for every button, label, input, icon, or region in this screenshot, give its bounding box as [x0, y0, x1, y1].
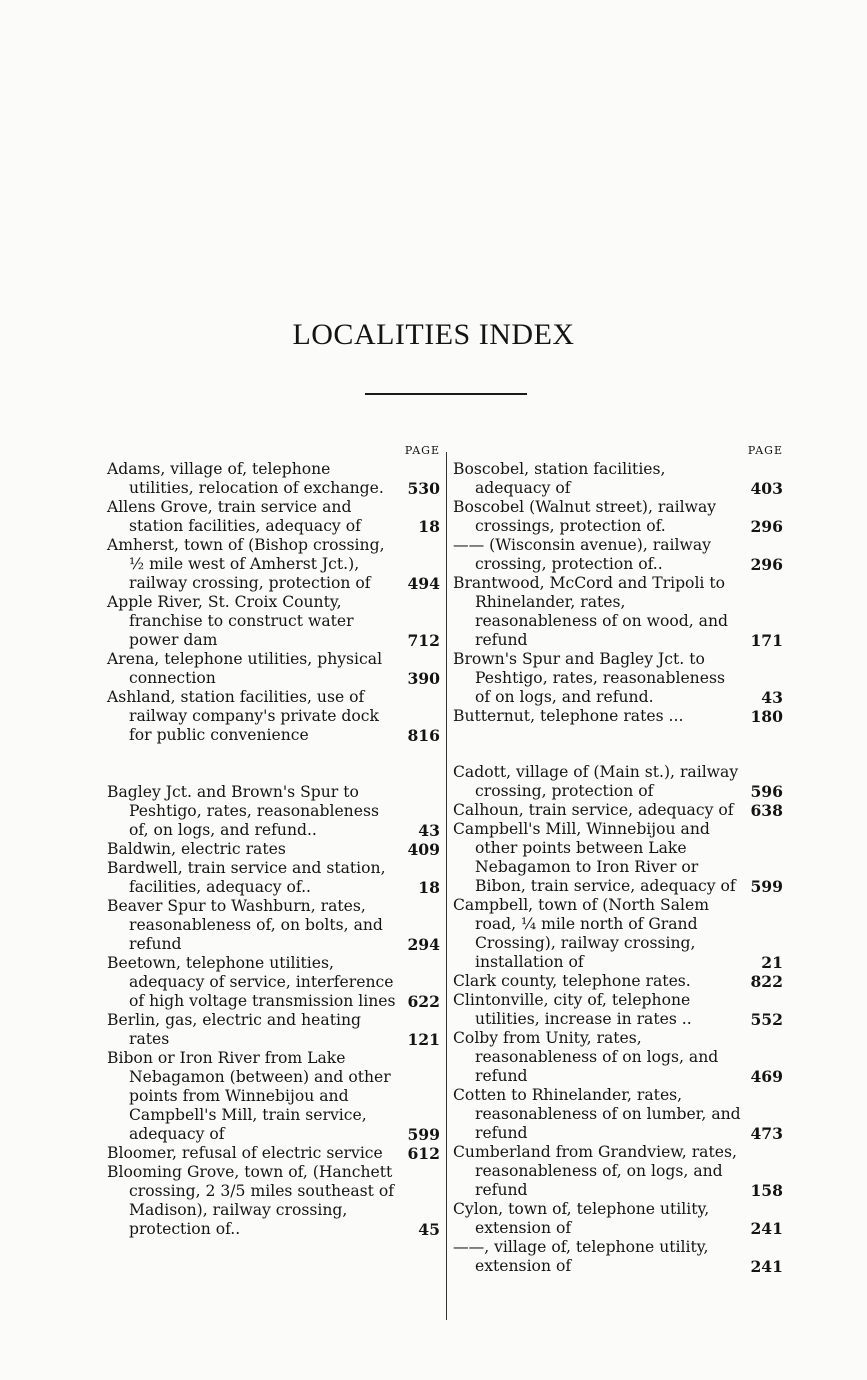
index-entry-text: Blooming Grove, town of, (Hanchett crossing, 2 3/5 miles southeast of Madison), railway crossing, protection of.. [107, 1163, 395, 1238]
index-entry-page: 43 [761, 688, 783, 707]
index-entry-text: Adams, village of, telephone utilities, relocation of exchange. [107, 460, 384, 497]
index-entry-page: 180 [750, 707, 783, 726]
index-entry-text: Cumberland from Grandview, rates, reasonableness of, on logs, and refund [453, 1143, 737, 1199]
index-entry-page: 18 [418, 517, 440, 536]
index-entry-text: Clintonville, city of, telephone utilities, increase in rates .. [453, 991, 692, 1028]
index-entry [107, 650, 440, 688]
index-entry-text: Berlin, gas, electric and heating rates [107, 1011, 361, 1048]
index-entry-text: Brown's Spur and Bagley Jct. to Peshtigo, rates, reasonableness of on logs, and refund. [453, 650, 725, 706]
index-entry [453, 1086, 783, 1143]
index-entry [107, 897, 440, 954]
index-entry-page: 552 [750, 1010, 783, 1029]
index-entry-page: 390 [407, 669, 440, 688]
index-entry-page: 599 [750, 877, 783, 896]
left-column [107, 442, 440, 1239]
index-entry-text: —— (Wisconsin avenue), railway crossing, protection of.. [453, 536, 711, 573]
index-entry [453, 972, 783, 991]
index-entry-text: Calhoun, train service, adequacy of [453, 801, 734, 819]
column-divider [446, 452, 447, 1320]
index-entry-text: Clark county, telephone rates. [453, 972, 691, 990]
index-entry-page: 294 [407, 935, 440, 954]
index-entry [453, 763, 783, 801]
index-entry [453, 536, 783, 574]
index-entry [453, 460, 783, 498]
index-entry-text: Bardwell, train service and station, facilities, adequacy of.. [107, 859, 386, 896]
index-entry-page: 599 [407, 1125, 440, 1144]
index-entry [107, 1163, 440, 1239]
index-entry [453, 1238, 783, 1276]
index-entry-text: Brantwood, McCord and Tripoli to Rhinelander, rates, reasonableness of on wood, and refund [453, 574, 728, 649]
index-entry-page: 45 [418, 1220, 440, 1239]
index-entry [453, 707, 783, 726]
left-section-b [107, 783, 440, 1239]
index-entry-page: 530 [407, 479, 440, 498]
left-section-a [107, 460, 440, 745]
index-entry-page: 816 [407, 726, 440, 745]
index-entry-text: Butternut, telephone rates ... [453, 707, 684, 725]
index-entry-page: 158 [750, 1181, 783, 1200]
index-entry [107, 954, 440, 1011]
index-entry-page: 121 [407, 1030, 440, 1049]
index-entry-text: Boscobel (Walnut street), railway crossings, protection of. [453, 498, 717, 535]
index-entry-page: 18 [418, 878, 440, 897]
index-entry-page: 494 [407, 574, 440, 593]
index-entry [107, 840, 440, 859]
index-entry-page: 403 [750, 479, 783, 498]
index-entry [453, 820, 783, 896]
index-entry-text: Cylon, town of, telephone utility, extension of [453, 1200, 710, 1237]
right-section-b [453, 460, 783, 726]
index-entry-text: Bagley Jct. and Brown's Spur to Peshtigo, rates, reasonableness of, on logs, and refund.. [107, 783, 379, 839]
index-entry-page: 241 [750, 1219, 783, 1238]
index-entry-page: 409 [407, 840, 440, 859]
index-entry-text: Campbell's Mill, Winnebijou and other points between Lake Nebagamon to Iron River or Bibon, train service, adequacy of [453, 820, 736, 895]
index-entry-page: 596 [750, 782, 783, 801]
index-entry [453, 896, 783, 972]
index-entry-page: 473 [750, 1124, 783, 1143]
index-entry-text: Cotten to Rhinelander, rates, reasonableness of on lumber, and refund [453, 1086, 741, 1142]
page-column-header: PAGE [747, 444, 783, 457]
index-entry-page: 712 [407, 631, 440, 650]
right-section-c [453, 763, 783, 1276]
page-title: LOCALITIES INDEX [292, 318, 575, 351]
index-entry-page: 638 [750, 801, 783, 820]
index-entry [453, 801, 783, 820]
index-entry [107, 859, 440, 897]
index-entry-page: 241 [750, 1257, 783, 1276]
index-entry [107, 593, 440, 650]
index-entry [107, 1144, 440, 1163]
index-entry-text: Baldwin, electric rates [107, 840, 286, 858]
page-column-header: PAGE [404, 444, 440, 457]
index-entry [453, 1143, 783, 1200]
index-entry-page: 296 [750, 517, 783, 536]
index-entry-page: 21 [761, 953, 783, 972]
section-gap [107, 745, 440, 783]
index-entry [453, 498, 783, 536]
index-entry-page: 822 [750, 972, 783, 991]
right-column [453, 442, 783, 1276]
index-entry-text: Allens Grove, train service and station facilities, adequacy of [107, 498, 361, 535]
index-entry-text: Boscobel, station facilities, adequacy of [453, 460, 666, 497]
index-entry-page: 43 [418, 821, 440, 840]
index-entry [453, 650, 783, 707]
index-entry [107, 1049, 440, 1144]
section-gap [453, 726, 783, 763]
index-entry [107, 536, 440, 593]
title-underline [365, 393, 527, 395]
index-entry [107, 783, 440, 840]
index-entry-text: ——, village of, telephone utility, extension of [453, 1238, 709, 1275]
index-entry [453, 574, 783, 650]
index-entry-text: Apple River, St. Croix County, franchise to construct water power dam [107, 593, 354, 649]
index-entry-text: Amherst, town of (Bishop crossing, ½ mile west of Amherst Jct.), railway crossing, protection of [107, 536, 385, 592]
index-entry [107, 688, 440, 745]
index-entry-text: Campbell, town of (North Salem road, ¼ mile north of Grand Crossing), railway crossing, installation of [453, 896, 710, 971]
index-entry-text: Ashland, station facilities, use of railway company's private dock for public convenience [107, 688, 379, 744]
index-entry [453, 1029, 783, 1086]
index-entry-text: Beetown, telephone utilities, adequacy of service, interference of high voltage transmission lines [107, 954, 396, 1010]
index-entry [107, 460, 440, 498]
index-entry-text: Bibon or Iron River from Lake Nebagamon (between) and other points from Winnebijou and Campbell's Mill, train service, adequacy of [107, 1049, 391, 1143]
index-entry [107, 498, 440, 536]
index-entry-page: 612 [407, 1144, 440, 1163]
index-entry-text: Beaver Spur to Washburn, rates, reasonableness of, on bolts, and refund [107, 897, 383, 953]
index-entry-page: 622 [407, 992, 440, 1011]
index-entry [107, 1011, 440, 1049]
index-entry-text: Colby from Unity, rates, reasonableness of on logs, and refund [453, 1029, 719, 1085]
index-entry [453, 1200, 783, 1238]
index-entry-text: Cadott, village of (Main st.), railway crossing, protection of [453, 763, 739, 800]
index-entry-text: Bloomer, refusal of electric service [107, 1144, 383, 1162]
index-entry-page: 296 [750, 555, 783, 574]
index-entry-page: 469 [750, 1067, 783, 1086]
index-entry-text: Arena, telephone utilities, physical connection [107, 650, 383, 687]
index-entry [453, 991, 783, 1029]
index-entry-page: 171 [750, 631, 783, 650]
